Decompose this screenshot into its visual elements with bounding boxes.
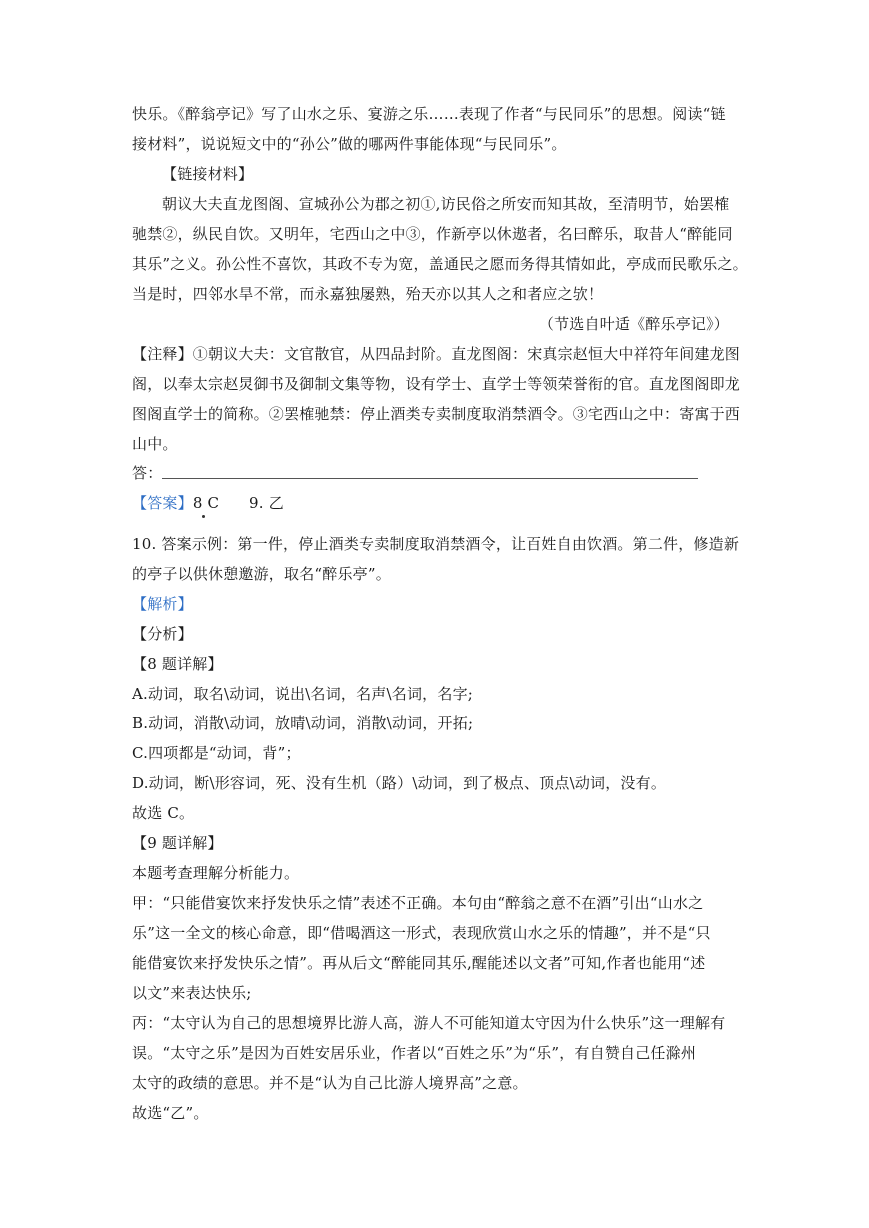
material-paragraph: 其乐”之义。孙公性不喜饮，其政不专为宽，盖通民之愿而务得其情如此，亭成而民歌乐之。: [132, 255, 748, 273]
answer-row: [132, 493, 284, 513]
answer-label: 【答案】: [132, 494, 193, 512]
q9-heading: 【9 题详解】: [132, 834, 223, 852]
q9-jia: 以文”来表达快乐;: [132, 984, 252, 1002]
q8-option-a: A.动词，取名\动词，说出\名词，名声\名词，名字;: [132, 685, 474, 703]
answer-prompt: 答：: [132, 464, 163, 482]
q8-option-b: B.动词，消散\动词，放晴\动词，消散\动词，开拓;: [132, 714, 474, 732]
answer-q10: 的亭子以供休憩邀游，取名“醉乐亭”。: [132, 565, 391, 583]
material-paragraph: 当是时，四邻水旱不常，而永嘉独屡熟，殆天亦以其人之和者应之欤！: [132, 285, 604, 303]
notes-text: 【注释】①朝议大夫：文官散官，从四品封阶。直龙图阁：宋真宗赵恒大中祥符年间建龙图: [132, 345, 741, 363]
material-source: （节选自叶适《醉乐亭记》）: [538, 315, 729, 333]
q8-option-d: D.动词，断\形容词，死、没有生机（路）\动词，到了极点、顶点\动词，没有。: [132, 774, 667, 792]
q8-heading: 【8 题详解】: [132, 655, 223, 673]
answer-blank-line: [162, 478, 698, 479]
q9-jia: 乐”这一全文的核心命意，即“借喝酒这一形式，表现欣赏山水之乐的情趣”，并不是“只: [132, 924, 711, 942]
q9-bing: 丙：“太守认为自己的思想境界比游人高，游人不可能知道太守因为什么快乐”这一理解有: [132, 1014, 726, 1032]
analysis-label: 【解析】: [132, 595, 193, 613]
question-text: 快乐。《醉翁亭记》写了山水之乐、宴游之乐……表现了作者“与民同乐”的思想。阅读“链: [132, 105, 726, 123]
q8-choice: 故选 C。: [132, 804, 195, 822]
q9-jia: 甲：“只能借宴饮来抒发快乐之情”表述不正确。本句由“醉翁之意不在酒”引出“山水之: [132, 894, 704, 912]
analysis-fenxi: 【分析】: [132, 625, 193, 643]
answer-q10: 10. 答案示例：第一件，停止酒类专卖制度取消禁酒令，让百姓自由饮酒。第二件，修造新: [132, 535, 740, 553]
material-paragraph: 朝议大夫直龙图阁、宣城孙公为郡之初①,访民俗之所安而知其故，至清明节，始罢榷: [162, 195, 730, 213]
material-heading: 【链接材料】: [162, 165, 254, 183]
q8-option-c: C.四项都是“动词，背”；: [132, 744, 301, 762]
notes-text: 山中。: [132, 435, 178, 453]
q9-intro: 本题考查理解分析能力。: [132, 864, 300, 882]
material-paragraph: 驰禁②，纵民自饮。又明年，宅西山之中③，作新亭以休遨者，名曰醉乐，取昔人“醉能同: [132, 225, 733, 243]
q9-bing: 太守的政绩的意思。并不是“认为自己比游人境界高”之意。: [132, 1074, 528, 1092]
emphasis-dot: [202, 515, 205, 518]
notes-text: 图阁直学士的简称。②罢榷驰禁：停止酒类专卖制度取消禁酒令。③宅西山之中：寄寓于西: [132, 405, 741, 423]
notes-text: 阁，以奉太宗赵炅御书及御制文集等物，设有学士、直学士等领荣誉衔的官。直龙图阁即龙: [132, 375, 741, 393]
q9-bing: 误。“太守之乐”是因为百姓安居乐业，作者以“百姓之乐”为“乐”，有自赞自己任滁州: [132, 1044, 697, 1062]
q9-choice: 故选“乙”。: [132, 1104, 209, 1122]
question-text: 接材料”，说说短文中的“孙公”做的哪两件事能体现“与民同乐”。: [132, 135, 567, 153]
answer-text: 8 C 9. 乙: [192, 494, 284, 512]
q9-jia: 能借宴饮来抒发快乐之情”。再从后文“醉能同其乐,醒能述以文者”可知,作者也能用“述: [132, 954, 706, 972]
